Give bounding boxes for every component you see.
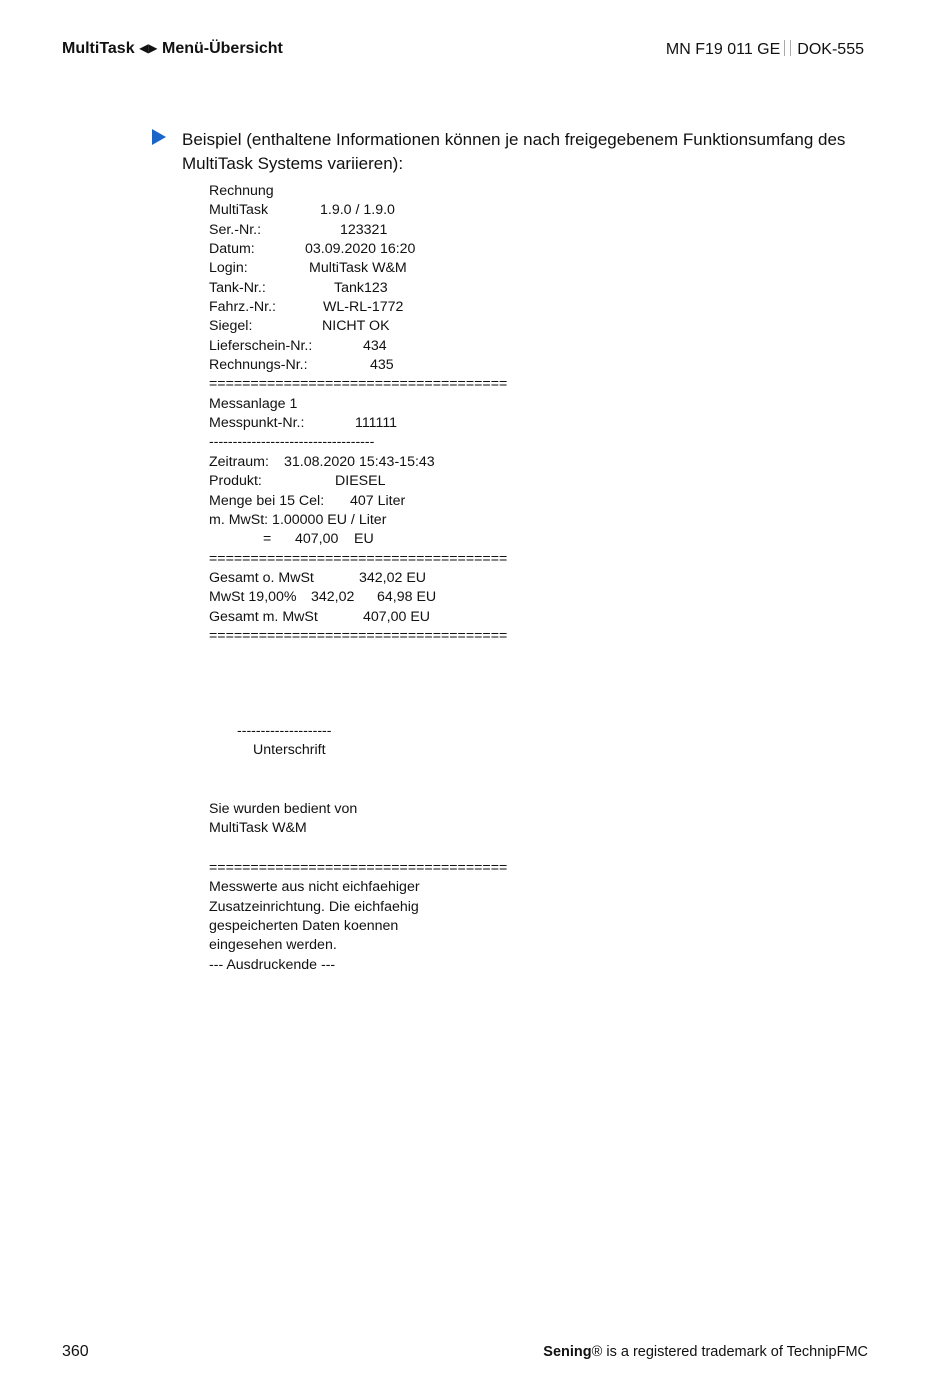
receipt-row-price [209,511,507,530]
label: Gesamt o. MwSt [209,569,314,586]
label: Zeitraum: [209,453,269,470]
label: Ser.-Nr.: [209,221,262,238]
notice-line: Messwerte aus nicht eichfaehiger [209,879,420,896]
receipt-row-siegel [209,317,507,336]
value: MultiTask W&M [309,260,407,277]
value: 407 Liter [350,492,406,509]
arrow-right-icon: ▶ [148,41,158,55]
receipt-row-datum [209,240,507,259]
separator-text: ==================================== [209,376,508,393]
doc-id: DOK-555 [797,41,864,58]
value: 342,02 [311,589,355,606]
receipt-row-fahrz [209,298,507,317]
served-by [209,800,357,839]
label: Gesamt m. MwSt [209,608,318,625]
arrow-left-icon: ◀ [139,41,149,55]
value: 407,00 [295,531,339,548]
receipt-row-multitask [209,201,507,220]
notice-line: gespeicherten Daten koennen [209,918,399,935]
receipt [209,182,507,646]
label: Siegel: [209,318,253,335]
equals-sign: = [263,531,272,548]
value: 64,98 EU [377,589,437,606]
header-breadcrumb [62,40,283,58]
label: Fahrz.-Nr.: [209,299,277,316]
trademark-text: ® is a registered trademark of TechnipFMC [591,1344,868,1360]
receipt-separator [209,375,507,394]
label: Messpunkt-Nr.: [209,415,305,432]
receipt-title-text: Rechnung [209,183,274,199]
label: Datum: [209,241,255,258]
intro-text: Beispiel (enthaltene Informationen können je nach freigegebenem Funktionsumfang des MultiTask Systems variieren): [182,130,846,173]
notice-line: Zusatzeinrichtung. Die eichfaehig [209,898,419,915]
receipt-row-equals [209,530,507,549]
notice-separator: ==================================== [209,860,508,876]
header-doc-info [666,40,864,59]
receipt-separator [209,550,507,569]
value: DIESEL [335,473,386,490]
value: Tank123 [334,279,388,296]
page-number: 360 [62,1343,89,1360]
receipt-messanlage [209,395,507,414]
receipt-row-sernr [209,221,507,240]
label: MultiTask [209,202,269,219]
notice [209,859,507,975]
receipt-row-rechnungsnr [209,356,507,375]
label: Produkt: [209,473,262,490]
label: Rechnungs-Nr.: [209,357,308,374]
receipt-row-produkt [209,472,507,491]
value: 342,02 EU [359,569,427,586]
value: 03.09.2020 16:20 [305,241,416,258]
signature-label: Unterschrift [253,742,326,758]
doc-number: MN F19 011 GE [665,41,781,58]
receipt-row-gesamt-m [209,608,507,627]
label: MwSt 19,00% [209,589,297,606]
value: 435 [370,357,394,374]
separator-text: ----------------------------------- [209,434,375,451]
receipt-title [209,182,507,201]
header-section-title: Menü-Übersicht [161,40,283,57]
notice-line: eingesehen werden. [209,937,337,954]
value: 407,00 EU [363,608,431,625]
receipt-row-menge [209,492,507,511]
value: 111111 [355,415,398,432]
separator-text: ==================================== [209,550,508,567]
value: 123321 [340,221,388,238]
receipt-row-zeitraum [209,453,507,472]
price-text: m. MwSt: 1.00000 EU / Liter [209,511,387,528]
served-line: Sie wurden bedient von [209,801,358,817]
separator-icon [784,40,791,56]
messanlage-text: Messanlage 1 [209,395,298,412]
trademark-note [543,1344,868,1360]
separator-text: ==================================== [209,627,508,644]
label: Tank-Nr.: [209,279,266,296]
receipt-separator [209,627,507,646]
value: 31.08.2020 15:43-15:43 [284,453,435,470]
receipt-row-messpunkt [209,414,507,433]
signature-line: -------------------- [237,723,332,739]
receipt-row-login [209,259,507,278]
receipt-row-tank [209,279,507,298]
print-end: --- Ausdruckende --- [209,956,336,973]
value: 434 [363,337,387,354]
label: Menge bei 15 Cel: [209,492,325,509]
value: WL-RL-1772 [323,299,404,316]
header-app-name: MultiTask [62,40,135,57]
receipt-row-mwst [209,588,507,607]
value: 1.9.0 / 1.9.0 [320,202,395,219]
value: NICHT OK [322,318,390,335]
receipt-row-gesamt-o [209,569,507,588]
play-triangle-icon [152,129,166,145]
brand-name: Sening [543,1344,592,1360]
receipt-row-lieferschein [209,337,507,356]
receipt-separator-single [209,433,507,452]
label: Login: [209,260,248,277]
label: Lieferschein-Nr.: [209,337,313,354]
currency: EU [354,531,374,548]
served-name: MultiTask W&M [209,820,307,837]
